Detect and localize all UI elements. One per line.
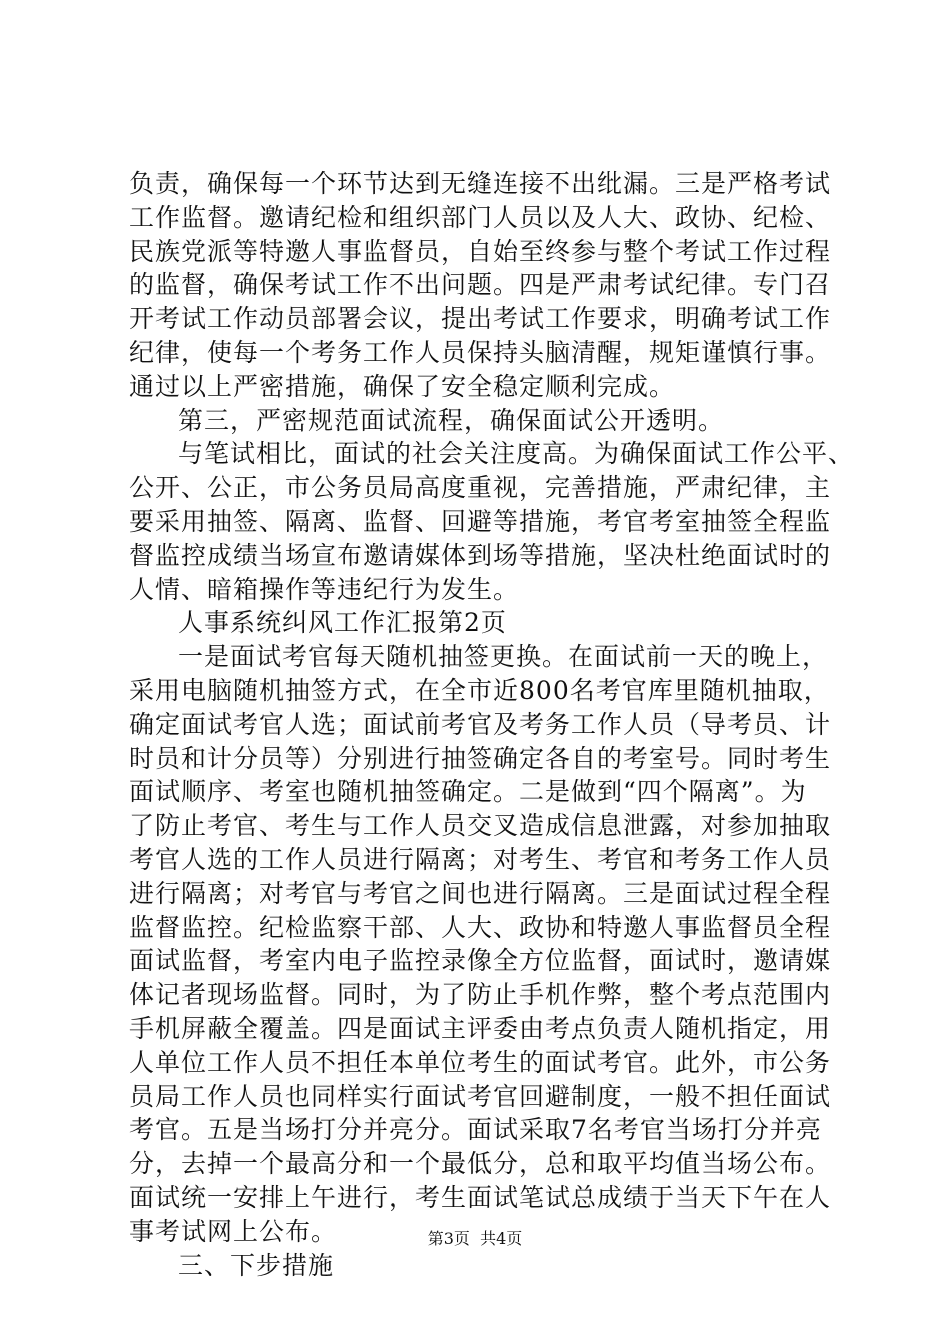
body-text-line: 采用电脑随机抽签方式，在全市近800名考官库里随机抽取， (129, 676, 830, 705)
body-text-line: 工作监督。邀请纪检和组织部门人员以及人大、政协、纪检、 (129, 203, 832, 232)
body-text-line: 负责，确保每一个环节达到无缝连接不出纰漏。三是严格考试 (129, 169, 832, 198)
body-text-line: 面试顺序、考室也随机抽签确定。二是做到“四个隔离”。为 (129, 777, 807, 806)
body-text-line: 一是面试考官每天随机抽签更换。在面试前一天的晚上， (178, 642, 829, 671)
body-text-line: 时员和计分员等）分别进行抽签确定各自的考室号。同时考生 (129, 744, 832, 773)
footer-separator (470, 1229, 480, 1248)
body-text-line: 人情、暗箱操作等违纪行为发生。 (129, 575, 520, 604)
page-number: 第3页 (427, 1229, 470, 1248)
body-text-line: 确定面试考官人选；面试前考官及考务工作人员（导考员、计 (129, 710, 832, 739)
body-text-line: 了防止考官、考生与工作人员交叉造成信息泄露，对参加抽取 (129, 811, 832, 840)
body-text-line: 人单位工作人员不担任本单位考生的面试考官。此外，市公务 (129, 1048, 832, 1077)
body-text-line: 通过以上严密措施，确保了安全稳定顺利完成。 (129, 372, 676, 401)
body-text-line: 事考试网上公布。 (129, 1217, 338, 1246)
body-text-line: 考官人选的工作人员进行隔离；对考生、考官和考务工作人员 (129, 845, 832, 874)
body-text-line: 考官。五是当场打分并亮分。面试采取7名考官当场打分并亮 (129, 1115, 822, 1144)
body-text-line: 纪律，使每一个考务工作人员保持头脑清醒，规矩谨慎行事。 (129, 338, 832, 367)
total-pages: 共4页 (480, 1229, 523, 1248)
body-text-line: 体记者现场监督。同时，为了防止手机作弊，整个考点范围内 (129, 980, 832, 1009)
body-text-line: 员局工作人员也同样实行面试考官回避制度，一般不担任面试 (129, 1082, 832, 1111)
page-reference-line: 人事系统纠风工作汇报第2页 (178, 608, 507, 637)
body-text-line: 要采用抽签、隔离、监督、回避等措施，考官考室抽签全程监 (129, 507, 832, 536)
body-text-line: 监督监控。纪检监察干部、人大、政协和特邀人事监督员全程 (129, 913, 832, 942)
section-heading: 第三，严密规范面试流程，确保面试公开透明。 (178, 406, 725, 435)
body-text-line: 手机屏蔽全覆盖。四是面试主评委由考点负责人随机指定，用 (129, 1014, 832, 1043)
body-text-line: 公开、公正，市公务员局高度重视，完善措施，严肃纪律，主 (129, 473, 832, 502)
body-text-line: 面试监督，考室内电子监控录像全方位监督，面试时，邀请媒 (129, 946, 832, 975)
body-text-line: 面试统一安排上午进行，考生面试笔试总成绩于当天下午在人 (129, 1183, 832, 1212)
body-text-line: 督监控成绩当场宣布邀请媒体到场等措施，坚决杜绝面试时的 (129, 541, 832, 570)
body-text-line: 开考试工作动员部署会议，提出考试工作要求，明确考试工作 (129, 304, 832, 333)
body-text-line: 与笔试相比，面试的社会关注度高。为确保面试工作公平、 (178, 439, 855, 468)
body-text-line: 分，去掉一个最高分和一个最低分，总和取平均值当场公布。 (129, 1149, 832, 1178)
page-footer (0, 1228, 950, 1250)
body-text-line: 进行隔离；对考官与考官之间也进行隔离。三是面试过程全程 (129, 879, 832, 908)
section-heading: 三、下步措施 (178, 1251, 335, 1280)
body-text-line: 民族党派等特邀人事监督员，自始至终参与整个考试工作过程 (129, 237, 832, 266)
body-text-line: 的监督，确保考试工作不出问题。四是严肃考试纪律。专门召 (129, 270, 832, 299)
